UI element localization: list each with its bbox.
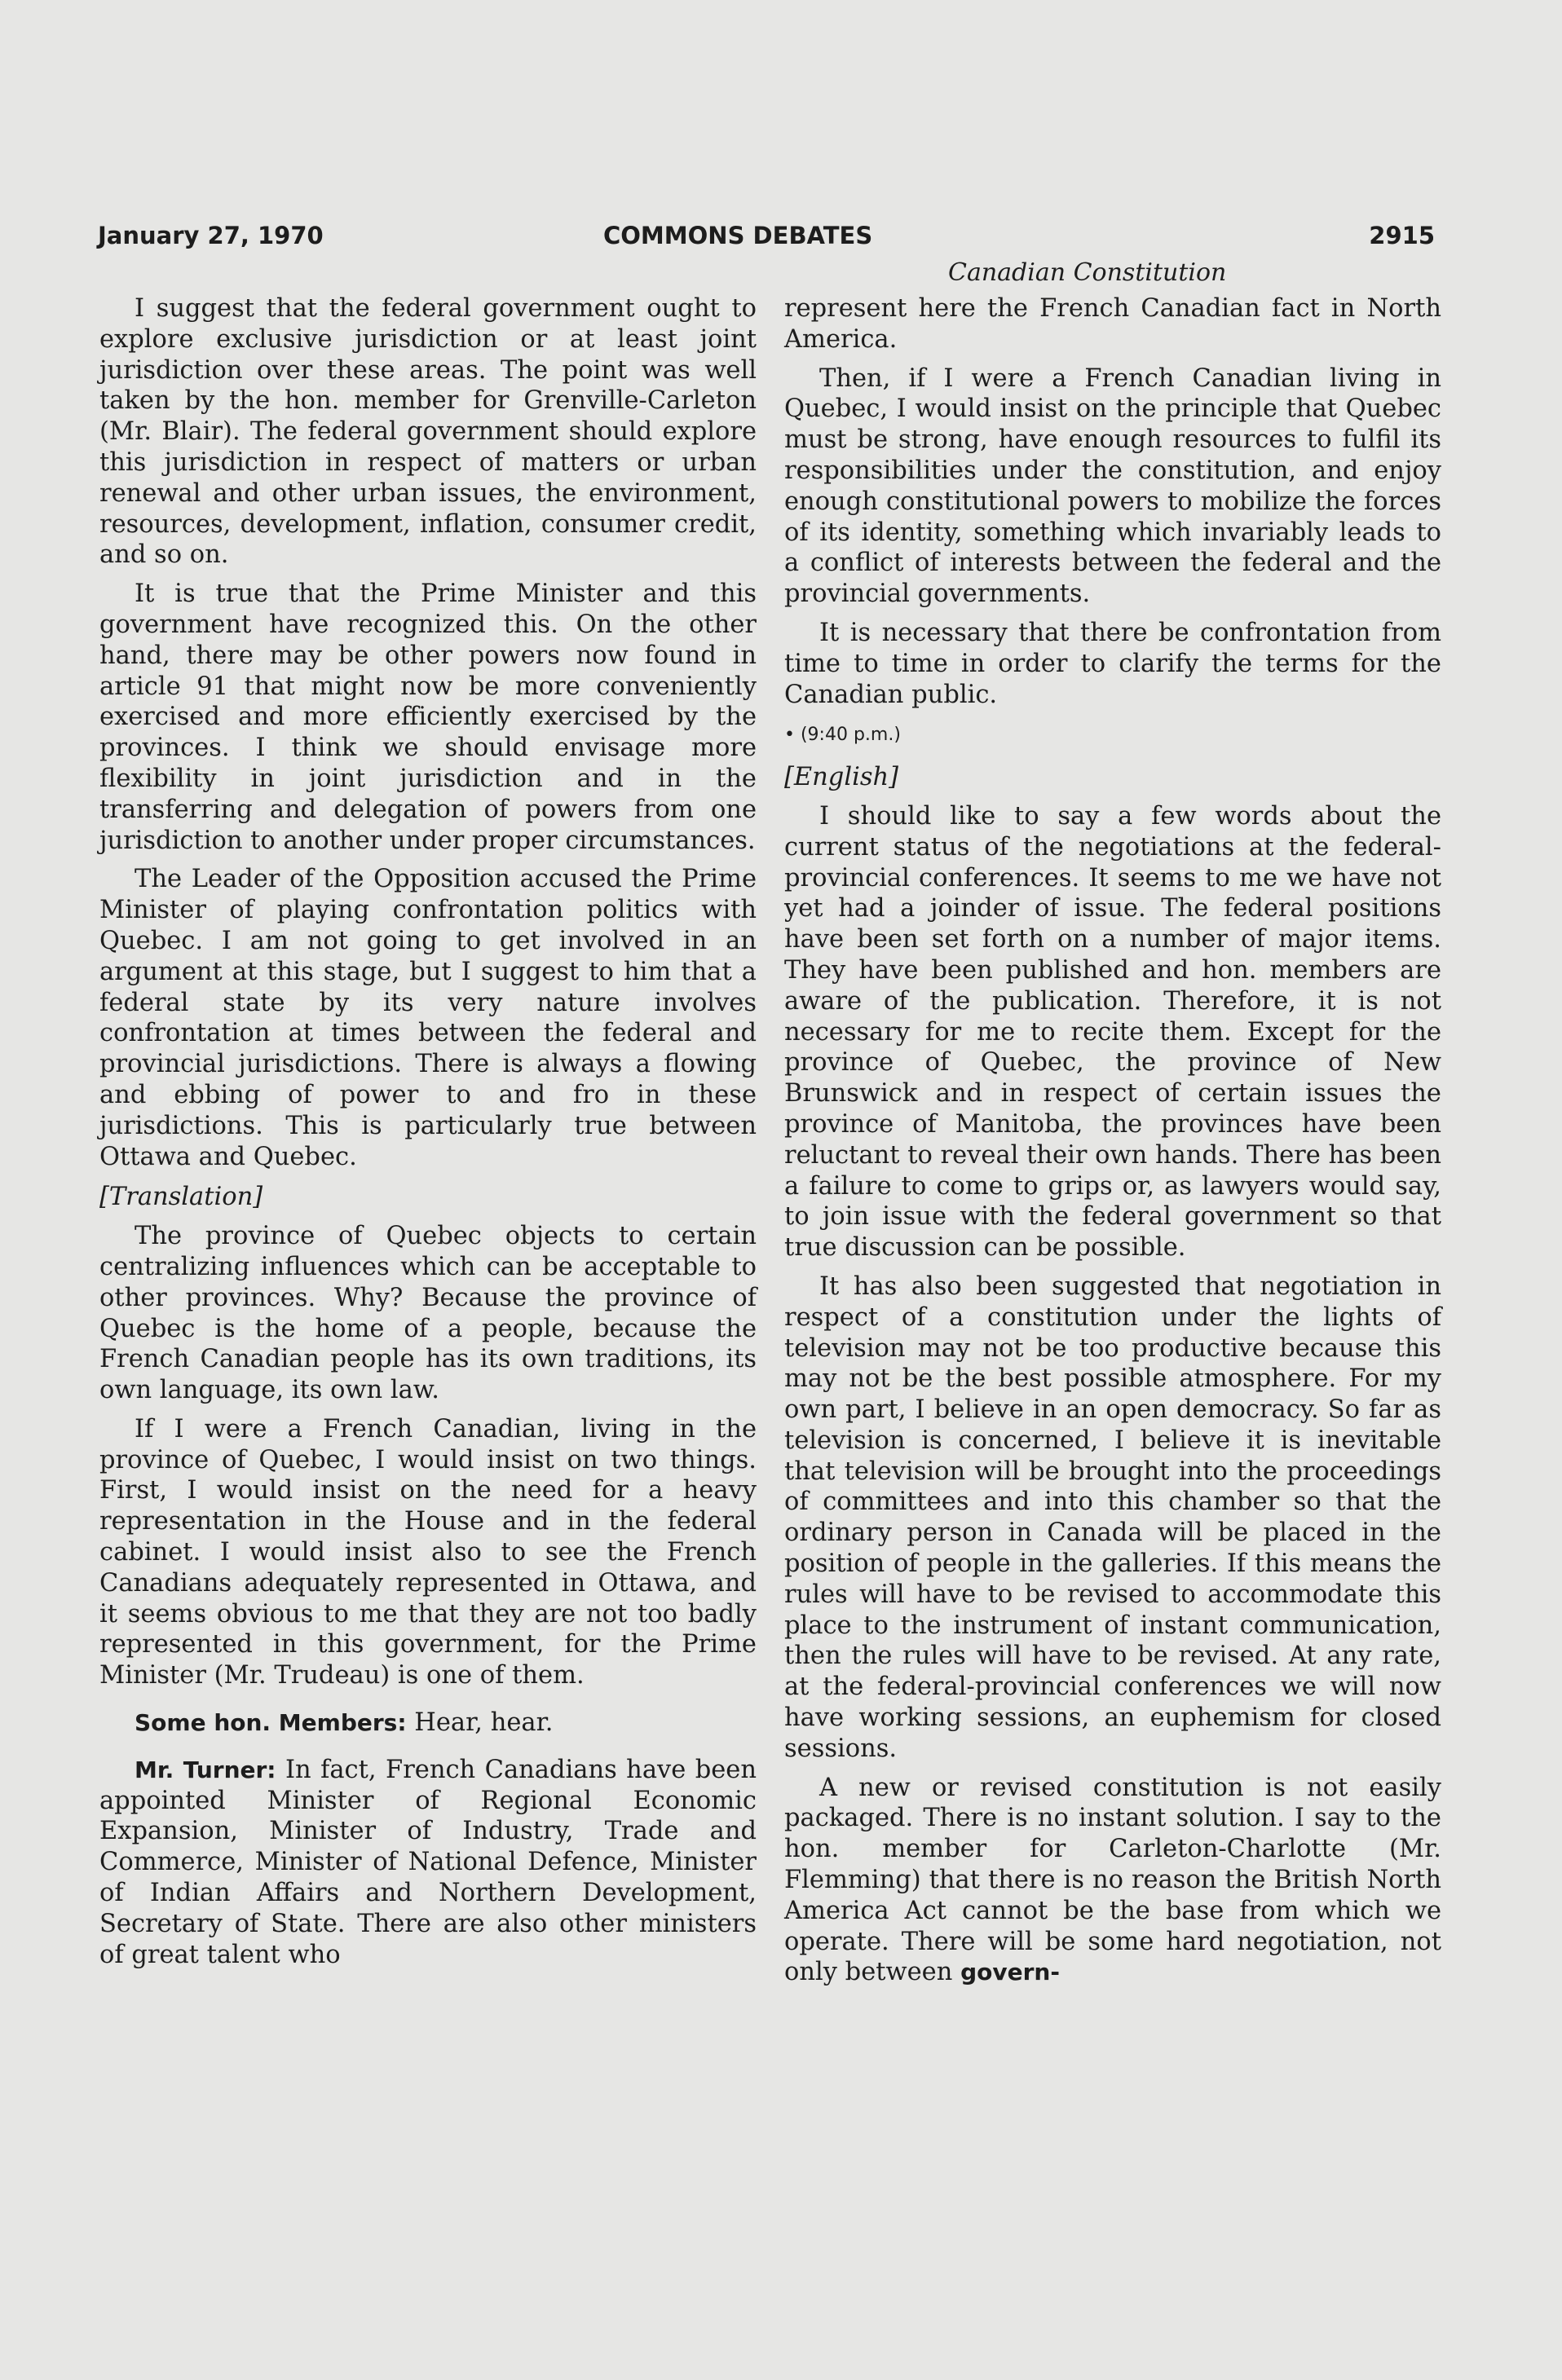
left-paragraph-4: The province of Quebec objects to certain centralizing influences which can be acceptable to other provinces. Why? Because the province of Quebec is the home of a people, because the French Canadian people has its own traditions, its own language, its own law. bbox=[99, 1222, 757, 1405]
interjection-speaker: Some hon. Members: bbox=[135, 1709, 407, 1737]
english-tag: [English] bbox=[784, 763, 899, 792]
turner-paragraph bbox=[99, 1755, 757, 1971]
turner-speaker: Mr. Turner: bbox=[135, 1756, 276, 1783]
translation-tag: [Translation] bbox=[99, 1183, 263, 1212]
right-paragraph-5: It has also been suggested that negotiation in respect of a constitution under the lights of television may not be too productive because this may not be the best possible atmosphere. For my own part, I believe in an open democracy. So far as television is concerned, I believe it is inevitable that television will be brought into the proceedings of committees and into this chamber so that the ordinary person in Canada will be placed in the position of people in the galleries. If this means the rules will have to be revised to accommodate this place to the instrument of instant communication, then the rules will have to be revised. At any rate, at the federal-provincial conferences we will now have working sessions, an euphemism for closed sessions. bbox=[784, 1272, 1441, 1763]
left-paragraph-2: It is true that the Prime Minister and this government have recognized this. On the other hand, there may be other powers now found in article 91 that might now be more conveniently exercised and more efficiently exercised by the provinces. I think we should envisage more flexibility in joint jurisdiction and in the transferring and delegation of powers from one jurisdiction to another under proper circumstances. bbox=[99, 580, 757, 855]
turner-text: In fact, French Canadians have been appointed Minister of Regional Economic Expansion, Minister of Industry, Trade and Commerce, Minister of National Defence, Minister of Indian Affairs and Northern Development, Secretary of State. There are also other ministers of great talent who bbox=[99, 1755, 757, 1969]
left-column bbox=[99, 293, 757, 1978]
right-paragraph-6 bbox=[784, 1773, 1441, 1989]
header-title: COMMONS DEBATES bbox=[603, 222, 873, 249]
interjection-paragraph bbox=[99, 1708, 757, 1739]
right-column bbox=[784, 293, 1441, 1996]
header-page-number: 2915 bbox=[1369, 222, 1435, 249]
interjection-text: Hear, hear. bbox=[406, 1708, 554, 1738]
right-paragraph-1: represent here the French Canadian fact in North America. bbox=[784, 294, 1441, 354]
right-paragraph-3: It is necessary that there be confrontation from time to time in order to clarify the terms for the Canadian public. bbox=[784, 618, 1441, 709]
left-paragraph-3: The Leader of the Opposition accused the Prime Minister of playing confrontation politics with Quebec. I am not going to get involved in an argument at this stage, but I suggest to him that a federal state by its very nature involves confrontation at times between the federal and provincial jurisdictions. There is always a flowing and ebbing of power to and fro in these jurisdictions. This is particularly true between Ottawa and Quebec. bbox=[99, 865, 757, 1171]
page-header bbox=[98, 222, 1435, 254]
right-paragraph-6-bold-end: govern- bbox=[960, 1959, 1060, 1986]
right-paragraph-4: I should like to say a few words about the current status of the negotiations at the federal-provincial conferences. It seems to me we have not yet had a joinder of issue. The federal positions have been set forth on a number of major items. They have been published and hon. members are aware of the publication. Therefore, it is not necessary for me to recite them. Except for the province of Quebec, the province of New Brunswick and in respect of certain issues the province of Manitoba, the provinces have been reluctant to reveal their own hands. There has been a failure to come to grips or, as lawyers would say, to join issue with the federal government so that true discussion can be possible. bbox=[784, 801, 1441, 1263]
right-paragraph-6-text: A new or revised constitution is not easily packaged. There is no instant solution. I say to the hon. member for Carleton-Charlotte (Mr. Flemming) that there is no reason the British North America Act cannot be the base from which we operate. There will be some hard negotiation, not only between bbox=[784, 1773, 1441, 1987]
left-paragraph-5: If I were a French Canadian, living in the province of Quebec, I would insist on two things. First, I would insist on the need for a heavy representation in the House and in the federal cabinet. I would insist also to see the French Canadians adequately represented in Ottawa, and it seems obvious to me that they are not too badly represented in this government, for the Prime Minister (Mr. Trudeau) is one of them. bbox=[99, 1414, 757, 1690]
left-paragraph-1: I suggest that the federal government ought to explore exclusive jurisdiction or at least joint jurisdiction over these areas. The point was well taken by the hon. member for Grenville-Carleton (Mr. Blair). The federal government should explore this jurisdiction in respect of matters or urban renewal and other urban issues, the environment, resources, development, inflation, consumer credit, and so on. bbox=[99, 294, 757, 570]
section-title: Canadian Constitution bbox=[948, 258, 1227, 287]
right-paragraph-2: Then, if I were a French Canadian living in Quebec, I would insist on the principle that Quebec must be strong, have enough resources to fulfil its responsibilities under the constitution, and enjoy enough constitutional powers to mobilize the forces of its identity, something which invariably leads to a conflict of interests between the federal and the provincial governments. bbox=[784, 364, 1441, 609]
header-date: January 27, 1970 bbox=[98, 222, 324, 249]
time-marker: • (9:40 p.m.) bbox=[784, 725, 901, 746]
